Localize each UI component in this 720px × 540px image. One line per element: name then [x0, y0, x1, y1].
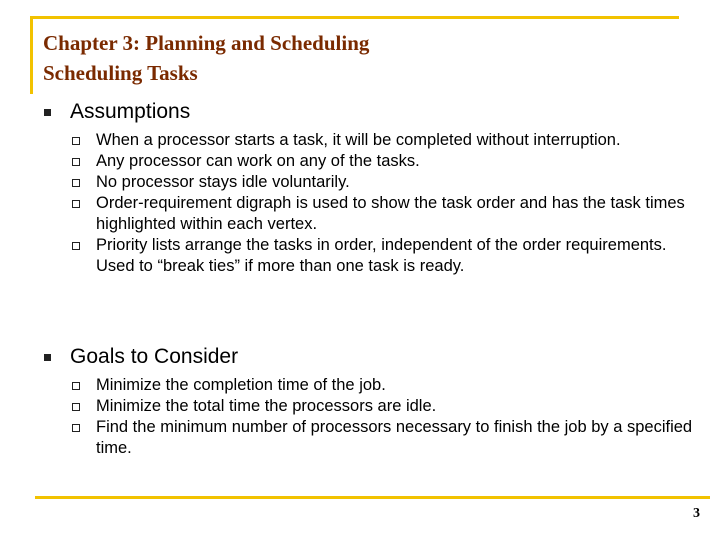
list-item: Order-requirement digraph is used to show the task order and has the task times highlighted within each vertex. [44, 193, 696, 235]
hollow-square-bullet-icon [72, 424, 80, 432]
hollow-square-bullet-icon [72, 158, 80, 166]
section-heading-row [44, 98, 696, 126]
section-heading: Goals to Consider [70, 345, 239, 368]
title-line-2: Scheduling Tasks [43, 61, 198, 85]
list-item: Find the minimum number of processors necessary to finish the job by a specified time. [44, 417, 696, 459]
hollow-square-bullet-icon [72, 137, 80, 145]
list-item: Any processor can work on any of the tasks. [44, 151, 696, 172]
section-assumptions [44, 98, 696, 277]
hollow-square-bullet-icon [72, 179, 80, 187]
bottom-rule [35, 496, 710, 499]
list-item: No processor stays idle voluntarily. [44, 172, 696, 193]
section-heading-row [44, 343, 696, 371]
section-goals [44, 343, 696, 459]
assumptions-list [44, 130, 696, 277]
hollow-square-bullet-icon [72, 382, 80, 390]
hollow-square-bullet-icon [72, 200, 80, 208]
section-heading: Assumptions [70, 100, 191, 123]
left-rule [30, 16, 33, 94]
title-line-1: Chapter 3: Planning and Scheduling [43, 31, 370, 55]
list-item: Priority lists arrange the tasks in order, independent of the order requirements. Used to “break ties” if more than one task is ready. [44, 235, 696, 277]
goals-list [44, 375, 696, 459]
hollow-square-bullet-icon [72, 242, 80, 250]
list-item: When a processor starts a task, it will be completed without interruption. [44, 130, 696, 151]
list-item: Minimize the total time the processors are idle. [44, 396, 696, 417]
square-bullet-icon [44, 354, 51, 361]
hollow-square-bullet-icon [72, 403, 80, 411]
page-number: 3 [693, 506, 700, 521]
list-item: Minimize the completion time of the job. [44, 375, 696, 396]
slide-title [43, 28, 369, 88]
square-bullet-icon [44, 109, 51, 116]
top-rule [30, 16, 679, 19]
